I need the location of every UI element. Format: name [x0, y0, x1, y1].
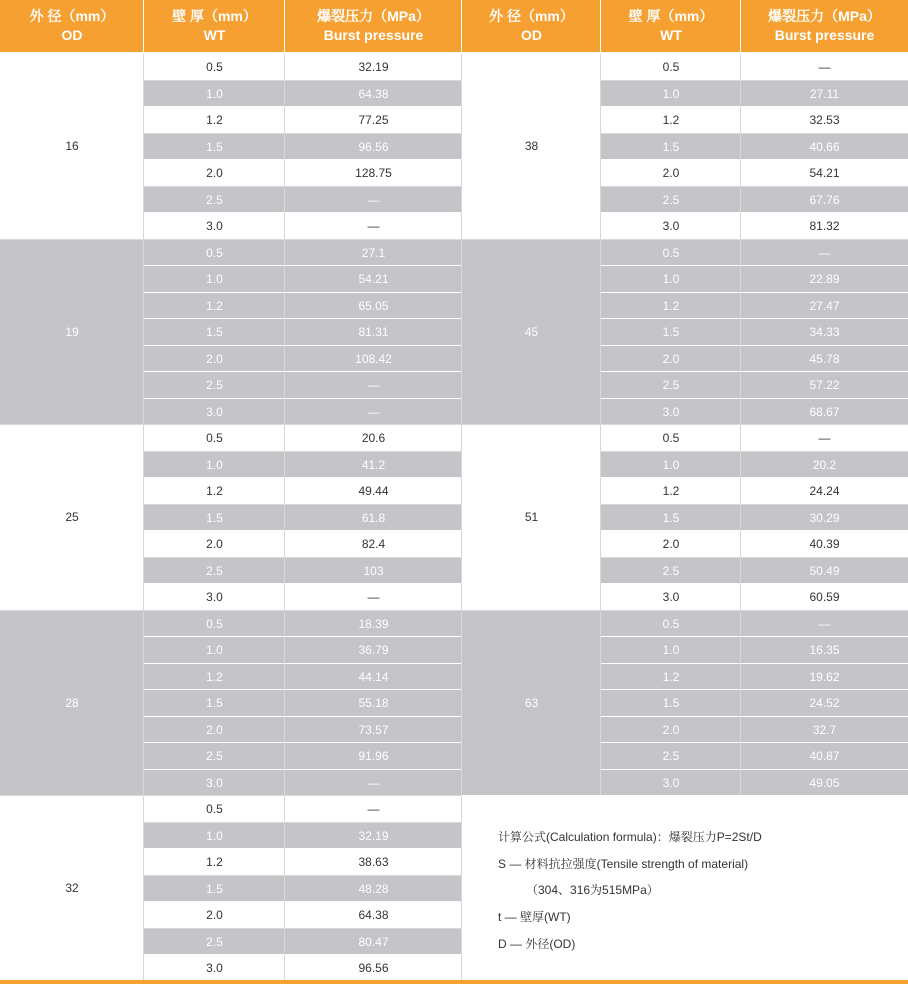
- wall-thickness-cell: 2.5: [206, 934, 223, 949]
- od-value: 28: [65, 695, 79, 710]
- wall-thickness-cell: 2.0: [662, 722, 680, 737]
- wall-thickness-cell: 1.2: [206, 669, 223, 684]
- wall-thickness-cell: 2.0: [662, 537, 680, 551]
- header-cell: [0, 0, 144, 52]
- wall-thickness-cell: 3.0: [206, 775, 223, 790]
- od-value: 16: [65, 139, 79, 154]
- header-cell: [741, 0, 908, 52]
- burst-pressure-cell: 91.96: [358, 749, 389, 763]
- wall-thickness-cell: 3.0: [206, 404, 223, 419]
- burst-pressure-cell: 64.38: [358, 86, 389, 101]
- od-value: 32: [65, 881, 79, 896]
- wall-thickness-cell: 2.0: [206, 537, 223, 551]
- wall-thickness-cell: 1.5: [206, 881, 223, 896]
- wall-thickness-cell: 3.0: [662, 775, 680, 790]
- t-definition: t — 壁厚(WT): [498, 910, 571, 924]
- burst-pressure-cell: —: [367, 378, 380, 392]
- d-definition: D — 外径(OD): [498, 937, 576, 951]
- burst-pressure-cell: 49.44: [358, 484, 389, 498]
- burst-pressure-cell: 32.7: [812, 722, 837, 737]
- od-value: 51: [524, 510, 539, 525]
- header-cell: [144, 0, 285, 52]
- wall-thickness-cell: 1.0: [662, 86, 680, 101]
- od-value: 19: [65, 324, 79, 339]
- wall-thickness-cell: 2.5: [206, 192, 223, 207]
- burst-pressure-cell: 27.47: [809, 298, 840, 313]
- wall-thickness-cell: 2.0: [206, 166, 223, 180]
- burst-pressure-cell: 55.18: [358, 696, 389, 710]
- od-value: 45: [524, 324, 539, 339]
- wall-thickness-cell: 2.5: [206, 563, 223, 578]
- wall-thickness-cell: 1.0: [662, 457, 680, 472]
- wall-thickness-cell: 0.5: [662, 60, 680, 74]
- header-divider: [284, 0, 285, 52]
- column-divider: [461, 54, 462, 981]
- header-label-cn: 爆裂压力（MPa）: [768, 8, 881, 24]
- burst-pressure-cell: —: [367, 802, 380, 816]
- burst-pressure-cell: 81.31: [358, 325, 389, 339]
- burst-pressure-cell: 24.24: [809, 484, 840, 498]
- wall-thickness-cell: 1.5: [206, 510, 223, 525]
- burst-pressure-cell: 22.89: [809, 272, 840, 286]
- header-cell: [462, 0, 601, 52]
- burst-pressure-cell: 40.87: [809, 749, 840, 763]
- wall-thickness-cell: 2.5: [662, 192, 680, 207]
- wall-thickness-cell: 1.2: [206, 484, 223, 498]
- burst-pressure-cell: 81.32: [809, 219, 840, 233]
- burst-pressure-cell: 34.33: [809, 325, 840, 339]
- burst-pressure-cell: 24.52: [809, 696, 840, 710]
- s-material-values: （304、316为515MPa）: [526, 883, 659, 897]
- od-value: 63: [524, 695, 539, 710]
- column-divider: [600, 54, 601, 795]
- burst-pressure-cell: 67.76: [809, 192, 840, 207]
- burst-pressure-cell: 27.11: [809, 86, 840, 101]
- burst-pressure-cell: 32.53: [809, 113, 840, 127]
- burst-pressure-cell: 38.63: [358, 855, 389, 869]
- wall-thickness-cell: 0.5: [662, 431, 680, 445]
- burst-pressure-cell: —: [367, 404, 380, 419]
- header-label-en: WT: [660, 27, 682, 43]
- header-divider: [600, 0, 601, 52]
- burst-pressure-cell: 128.75: [355, 166, 392, 180]
- burst-pressure-cell: 108.42: [355, 351, 392, 366]
- burst-pressure-cell: 96.56: [358, 961, 389, 975]
- burst-pressure-cell: 27.1: [361, 245, 386, 260]
- burst-pressure-cell: —: [818, 60, 831, 74]
- wall-thickness-cell: 3.0: [662, 219, 680, 233]
- header-divider: [740, 0, 741, 52]
- burst-pressure-cell: 103: [363, 563, 384, 578]
- burst-pressure-cell: 61.8: [361, 510, 386, 525]
- header-cell: [285, 0, 462, 52]
- burst-pressure-cell: 73.57: [358, 722, 389, 737]
- header-label-en: OD: [61, 27, 83, 43]
- burst-pressure-cell: 44.14: [358, 669, 389, 684]
- wall-thickness-cell: 1.2: [662, 113, 680, 127]
- wall-thickness-cell: 1.5: [662, 696, 680, 710]
- burst-pressure-cell: 19.62: [809, 669, 840, 684]
- wall-thickness-cell: 0.5: [206, 431, 223, 445]
- burst-pressure-cell: 41.2: [361, 457, 386, 472]
- wall-thickness-cell: 1.0: [206, 457, 223, 472]
- wall-thickness-cell: 1.5: [206, 139, 223, 154]
- burst-pressure-cell: 40.66: [809, 139, 840, 154]
- od-value: 25: [65, 510, 79, 525]
- burst-pressure-cell: —: [367, 590, 380, 604]
- wall-thickness-cell: 2.0: [206, 722, 223, 737]
- column-divider: [284, 54, 285, 981]
- wall-thickness-cell: 1.5: [206, 325, 223, 339]
- wall-thickness-cell: 2.5: [206, 378, 223, 392]
- s-definition: S — 材料抗拉强度(Tensile strength of material): [498, 857, 749, 871]
- wall-thickness-cell: 2.5: [662, 378, 680, 392]
- header-label-cn: 外 径（mm）: [489, 8, 574, 24]
- burst-pressure-cell: —: [818, 245, 831, 260]
- burst-pressure-cell: 32.19: [358, 60, 389, 74]
- burst-pressure-cell: —: [367, 192, 380, 207]
- wall-thickness-cell: 3.0: [206, 219, 223, 233]
- burst-pressure-cell: 80.47: [358, 934, 389, 949]
- header-label-cn: 壁 厚（mm）: [172, 8, 257, 24]
- burst-pressure-cell: 18.39: [358, 616, 389, 631]
- wall-thickness-cell: 1.5: [662, 325, 680, 339]
- burst-pressure-cell: 54.21: [809, 166, 840, 180]
- wall-thickness-cell: 0.5: [206, 245, 223, 260]
- wall-thickness-cell: 3.0: [206, 590, 223, 604]
- burst-pressure-cell: 68.67: [809, 404, 840, 419]
- wall-thickness-cell: 1.2: [662, 669, 680, 684]
- header-divider: [143, 0, 144, 52]
- wall-thickness-cell: 1.5: [206, 696, 223, 710]
- burst-pressure-cell: 48.28: [358, 881, 389, 896]
- burst-pressure-cell: 50.49: [809, 563, 840, 578]
- burst-pressure-cell: 82.4: [361, 537, 386, 551]
- header-label-en: OD: [521, 27, 542, 43]
- burst-pressure-cell: 36.79: [358, 643, 389, 657]
- header-label-en: Burst pressure: [323, 27, 424, 43]
- header-label-en: Burst pressure: [774, 27, 875, 43]
- wall-thickness-cell: 1.2: [206, 113, 223, 127]
- burst-pressure-cell: 57.22: [809, 378, 840, 392]
- burst-pressure-cell: 20.2: [812, 457, 837, 472]
- burst-pressure-cell: —: [367, 775, 380, 790]
- burst-pressure-cell: 40.39: [809, 537, 840, 551]
- wall-thickness-cell: 2.5: [662, 749, 680, 763]
- wall-thickness-cell: 0.5: [662, 245, 680, 260]
- wall-thickness-cell: 0.5: [206, 802, 223, 816]
- wall-thickness-cell: 2.5: [206, 749, 223, 763]
- burst-pressure-cell: 96.56: [358, 139, 389, 154]
- wall-thickness-cell: 0.5: [206, 60, 223, 74]
- header-label-cn: 壁 厚（mm）: [628, 8, 714, 24]
- wall-thickness-cell: 2.0: [206, 908, 223, 922]
- wall-thickness-cell: 3.0: [206, 961, 223, 975]
- wall-thickness-cell: 1.2: [206, 855, 223, 869]
- wall-thickness-cell: 1.0: [662, 643, 680, 657]
- wall-thickness-cell: 1.2: [662, 298, 680, 313]
- header-cell: [601, 0, 741, 52]
- wall-thickness-cell: 1.5: [662, 139, 680, 154]
- header-divider: [461, 0, 462, 52]
- burst-pressure-cell: 64.38: [358, 908, 389, 922]
- wall-thickness-cell: 1.0: [206, 828, 223, 843]
- header-label-cn: 外 径（mm）: [29, 8, 115, 24]
- header-label-en: WT: [203, 27, 226, 43]
- wall-thickness-cell: 1.2: [206, 298, 223, 313]
- wall-thickness-cell: 2.5: [662, 563, 680, 578]
- wall-thickness-cell: 2.0: [662, 351, 680, 366]
- wall-thickness-cell: 2.0: [206, 351, 223, 366]
- wall-thickness-cell: 1.5: [662, 510, 680, 525]
- burst-pressure-cell: 30.29: [809, 510, 840, 525]
- formula-text: 计算公式(Calculation formula)：爆裂压力P=2St/D: [498, 830, 762, 844]
- wall-thickness-cell: 3.0: [662, 404, 680, 419]
- burst-pressure-cell: 20.6: [361, 431, 386, 445]
- burst-pressure-cell: 16.35: [809, 643, 840, 657]
- burst-pressure-cell: 54.21: [358, 272, 389, 286]
- bottom-accent-bar: [0, 980, 908, 984]
- wall-thickness-cell: 1.0: [206, 272, 223, 286]
- burst-pressure-cell: 77.25: [358, 113, 389, 127]
- wall-thickness-cell: 1.2: [662, 484, 680, 498]
- wall-thickness-cell: 2.0: [662, 166, 680, 180]
- burst-pressure-cell: 60.59: [809, 590, 840, 604]
- od-value: 38: [524, 139, 539, 154]
- burst-pressure-cell: 65.05: [358, 298, 389, 313]
- wall-thickness-cell: 3.0: [662, 590, 680, 604]
- column-divider: [143, 54, 144, 981]
- wall-thickness-cell: 0.5: [662, 616, 680, 631]
- burst-pressure-cell: 32.19: [358, 828, 389, 843]
- wall-thickness-cell: 0.5: [206, 616, 223, 631]
- wall-thickness-cell: 1.0: [662, 272, 680, 286]
- wall-thickness-cell: 1.0: [206, 643, 223, 657]
- burst-pressure-cell: —: [367, 219, 380, 233]
- burst-pressure-cell: —: [818, 431, 831, 445]
- burst-pressure-cell: 45.78: [809, 351, 840, 366]
- burst-pressure-cell: 49.05: [809, 775, 840, 790]
- header-label-cn: 爆裂压力（MPa）: [317, 8, 430, 24]
- wall-thickness-cell: 1.0: [206, 86, 223, 101]
- column-divider: [740, 54, 741, 795]
- burst-pressure-cell: —: [818, 616, 831, 631]
